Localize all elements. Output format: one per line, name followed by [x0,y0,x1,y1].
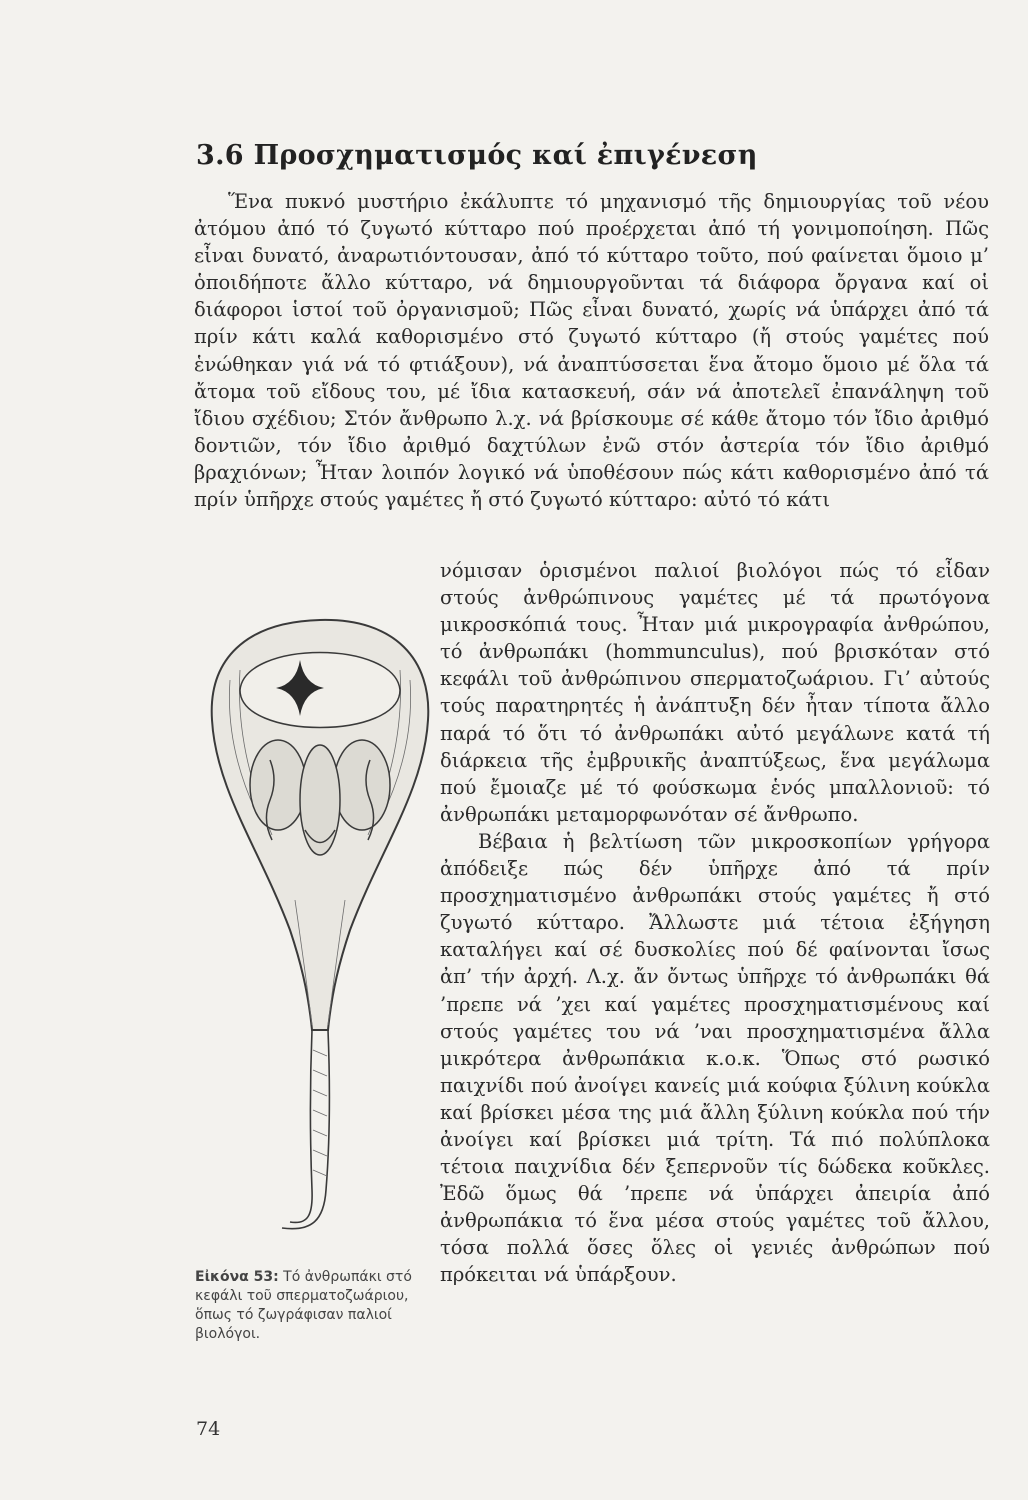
sperm-tail [282,1030,329,1229]
second-paragraph: Βέβαια ἡ βελτίωση τῶν μικροσκοπίων γρήγορα ἀπόδειξε πώς δέν ὑπῆρχε ἀπό τά πρίν προσχηματισμένο ἀνθρωπάκι στούς γαμέτες ἤ στό ζυγωτό κύτταρο. Ἄλλωστε μιά τέτοια ἐξήγηση καταλήγει καί σέ δυσκολίες πού δέ φαίνονται ἴσως ἀπ’ τήν ἀρχή. Λ.χ. ἄν ὄντως ὑπῆρχε τό ἀνθρωπάκι θά ’πρεπε νά ’χει καί γαμέτες προσχηματισμένους καί στούς γαμέτες του νά ’ναι προσχηματισμένα ἄλλα μικρότερα ἀνθρωπάκια κ.ο.κ. Ὅπως στό ρωσικό παιχνίδι πού ἀνοίγει κανείς μιά κούφια ξύλινη κούκλα καί βρίσκει μέσα της μιά ἄλλη ξύλινη κούκλα πού τήν ἀνοίγει καί βρίσκει μιά τρίτη. Τά πιό πολύπλοκα τέτοια παιχνίδια δέν ξεπερνοῦν τίς δώδεκα κοῦκλες. Ἐδῶ ὅμως θά ’πρεπε νά ὑπάρχει ἀπειρία ἀπό ἀνθρωπάκια τό ἕνα μέσα στούς γαμέτες τοῦ ἄλλου, τόσα πολλά ὅσες ὅλες οἱ γενιές ἀνθρώπων πού πρόκειται νά ὑπάρξουν. [440,829,990,1287]
column-continuation: νόμισαν ὁρισμένοι παλιοί βιολόγοι πώς τό εἶδαν στούς ἀνθρώπινους γαμέτες μέ τά πρωτόγονα μικροσκόπιά τους. Ἦταν μιά μικρογραφία ἀνθρώπου, τό ἀνθρωπάκι (hommunculus), πού βρισκόταν στό κεφάλι τοῦ ἀνθρώπινου σπερματοζωάριου. Γι’ αὐτούς τούς παρατηρητές ἡ ἀνάπτυξη δέν ἦταν τίποτα ἄλλο παρά τό ὅτι τό ἀνθρωπάκι αὐτό μεγάλωνε κατά τή διάρκεια τῆς ἐμβρυικῆς ἀναπτύξεως, ἕνα μεγάλωμα πού ἔμοιαζε μέ τό φούσκωμα ἑνός μπαλλονιοῦ: τό ἀνθρωπάκι μεταμορφωνόταν σέ ἄνθρωπο. [440,559,990,826]
homunculus-illustration [200,600,440,1240]
section-title: 3.6 Προσχηματισμός καί ἐπιγένεση [196,140,758,171]
homunculus-figure [250,740,390,855]
caption-label: Εἰκόνα 53: [195,1269,279,1285]
page-number: 74 [196,1418,221,1440]
caption-text: Τό ἀνθρωπάκι στό κεφάλι τοῦ σπερματοζωάριου, ὅπως τό ζωγράφισαν παλιοί βιολόγοι. [195,1269,412,1342]
head-cap [240,653,400,728]
right-column-text [440,557,990,1289]
intro-text: Ἕνα πυκνό μυστήριο ἐκάλυπτε τό μηχανισμό τῆς δημιουργίας τοῦ νέου ἀτόμου ἀπό τό ζυγωτό κύτταρο πού προέρχεται ἀπό τή γονιμοποίηση. Πῶς εἶναι δυνατό, ἀναρωτιόντουσαν, ἀπό τό κύτταρο τοῦτο, πού φαίνεται ὅμοιο μ’ ὁποιδήποτε ἄλλο κύτταρο, νά δημιουργοῦνται τά διάφορα ὄργανα καί οἱ διάφοροι ἱστοί τοῦ ὀργανισμοῦ; Πῶς εἶναι δυνατό, χωρίς νά ὑπάρχει ἀπό τά πρίν κάτι καλά καθορισμένο στό ζυγωτό κύτταρο (ἤ στούς γαμέτες πού ἑνώθηκαν γιά νά τό φτιάξουν), νά ἀναπτύσσεται ἕνα ἄτομο ὅμοιο μέ ὅλα τά ἄτομα τοῦ εἴδους του, μέ ἴδια κατασκευή, σάν νά ἀποτελεῖ ἐπανάληψη τοῦ ἴδιου σχέδιου; Στόν ἄνθρωπο λ.χ. νά βρίσκουμε σέ κάθε ἄτομο τόν ἴδιο ἀριθμό δοντιῶν, τόν ἴδιο ἀριθμό δαχτύλων ἐνῶ στόν ἀστερία τόν ἴδιο ἀριθμό βραχιόνων; Ἦταν λοιπόν λογικό νά ὑποθέσουν πώς κάτι καθορισμένο ἀπό τά πρίν ὑπῆρχε στούς γαμέτες ἤ στό ζυγωτό κύτταρο: αὐτό τό κάτι [194,190,989,512]
intro-paragraph [194,188,989,513]
figure-caption [195,1268,427,1344]
